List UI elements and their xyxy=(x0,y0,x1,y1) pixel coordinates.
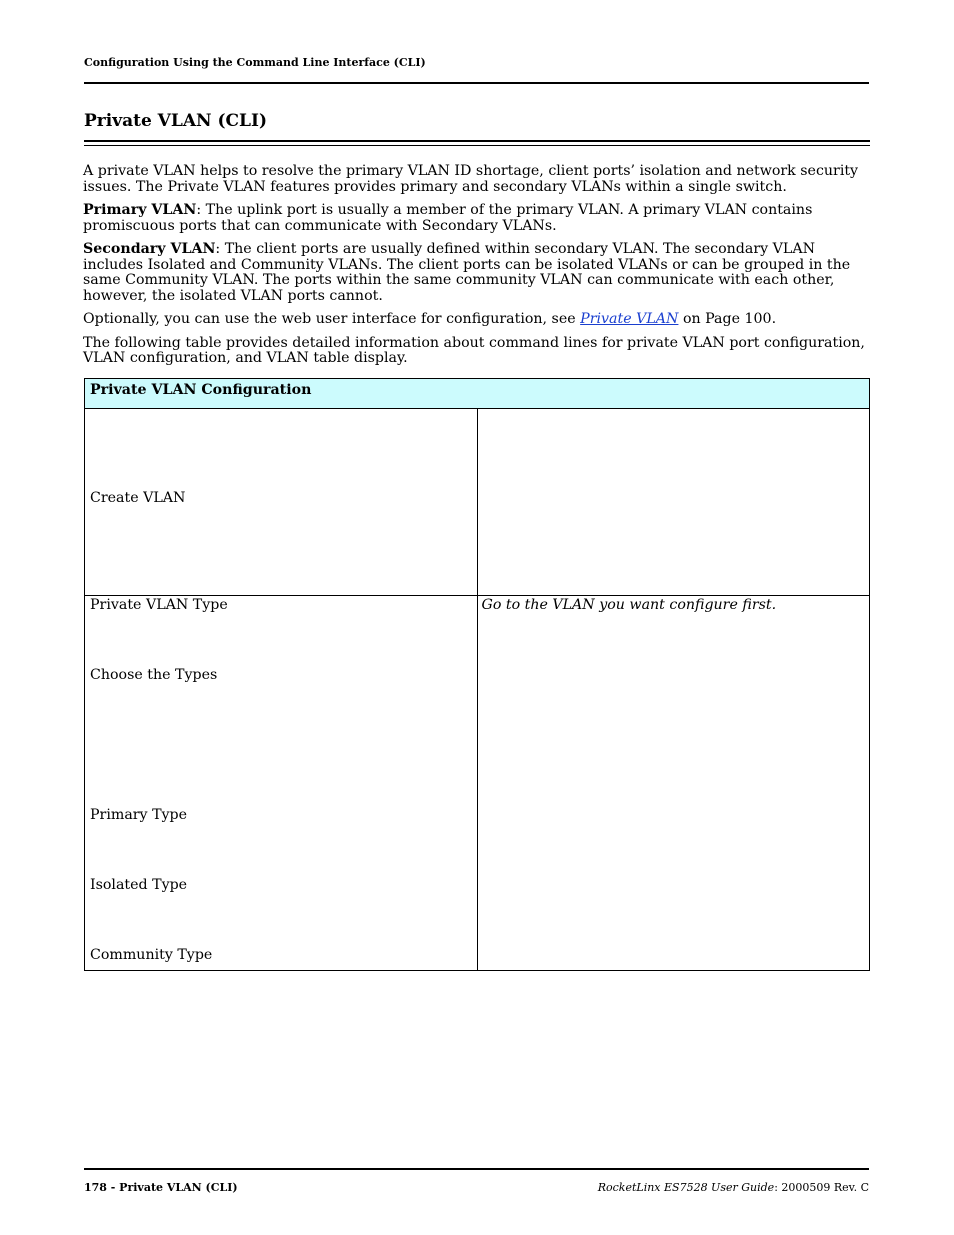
primary-vlan-text: : The uplink port is usually a member of the primary VLAN. A primary VLAN contains promiscuous ports that can communicate with Secondary VLANs. xyxy=(83,202,813,234)
configure-vlan-note: Go to the VLAN you want configure first. xyxy=(481,597,777,613)
running-header: Configuration Using the Command Line Interface (CLI) xyxy=(84,56,426,69)
private-vlan-type-label: Private VLAN Type xyxy=(90,597,228,613)
footer-product-name: RocketLinx ES7528 User Guide xyxy=(597,1181,775,1194)
create-vlan-label: Create VLAN xyxy=(90,490,186,506)
footer-rule xyxy=(84,1168,869,1170)
body-text xyxy=(83,164,873,375)
private-vlan-link[interactable]: Private VLAN xyxy=(580,311,679,327)
create-vlan-command-cell xyxy=(477,409,870,596)
vlan-type-command-cell xyxy=(477,596,870,971)
web-ui-text-before: Optionally, you can use the web user interface for configuration, see xyxy=(83,311,581,327)
private-vlan-config-table xyxy=(84,378,870,971)
header-rule xyxy=(84,82,869,84)
web-ui-text-after: on Page 100. xyxy=(678,311,777,327)
section-title: Private VLAN (CLI) xyxy=(84,111,267,131)
secondary-vlan-text: : The client ports are usually defined within secondary VLAN. The secondary VLAN includes Isolated and Community VLANs. The client ports can be isolated VLANs or can be grouped in the same Community VLAN. The ports within the same community VLAN can communicate with each other, however, the isolated VLAN ports cannot. xyxy=(83,241,851,304)
vlan-type-label-cell xyxy=(85,596,478,971)
intro-paragraph: A private VLAN helps to resolve the primary VLAN ID shortage, client ports’ isolation and network security issues. The Private VLAN features provides primary and secondary VLANs within a single switch. xyxy=(83,163,859,195)
primary-vlan-term: Primary VLAN xyxy=(83,202,197,218)
choose-types-label: Choose the Types xyxy=(90,667,218,683)
title-rule xyxy=(84,140,870,142)
secondary-vlan-paragraph xyxy=(83,242,873,304)
community-type-label: Community Type xyxy=(90,947,213,963)
web-ui-paragraph xyxy=(83,312,873,328)
primary-type-label: Primary Type xyxy=(90,807,188,823)
title-rule-thin xyxy=(84,145,870,146)
isolated-type-label: Isolated Type xyxy=(90,877,188,893)
footer-page-label: 178 - Private VLAN (CLI) xyxy=(84,1181,238,1194)
footer-doc-info xyxy=(598,1181,869,1194)
table-header: Private VLAN Configuration xyxy=(85,379,870,409)
footer-doc-number: : 2000509 Rev. C xyxy=(774,1181,869,1194)
create-vlan-label-cell xyxy=(85,409,478,596)
primary-vlan-paragraph xyxy=(83,203,873,234)
secondary-vlan-term: Secondary VLAN xyxy=(83,241,216,257)
table-intro-paragraph: The following table provides detailed information about command lines for private VLAN port configuration, VLAN configuration, and VLAN table display. xyxy=(83,334,865,366)
